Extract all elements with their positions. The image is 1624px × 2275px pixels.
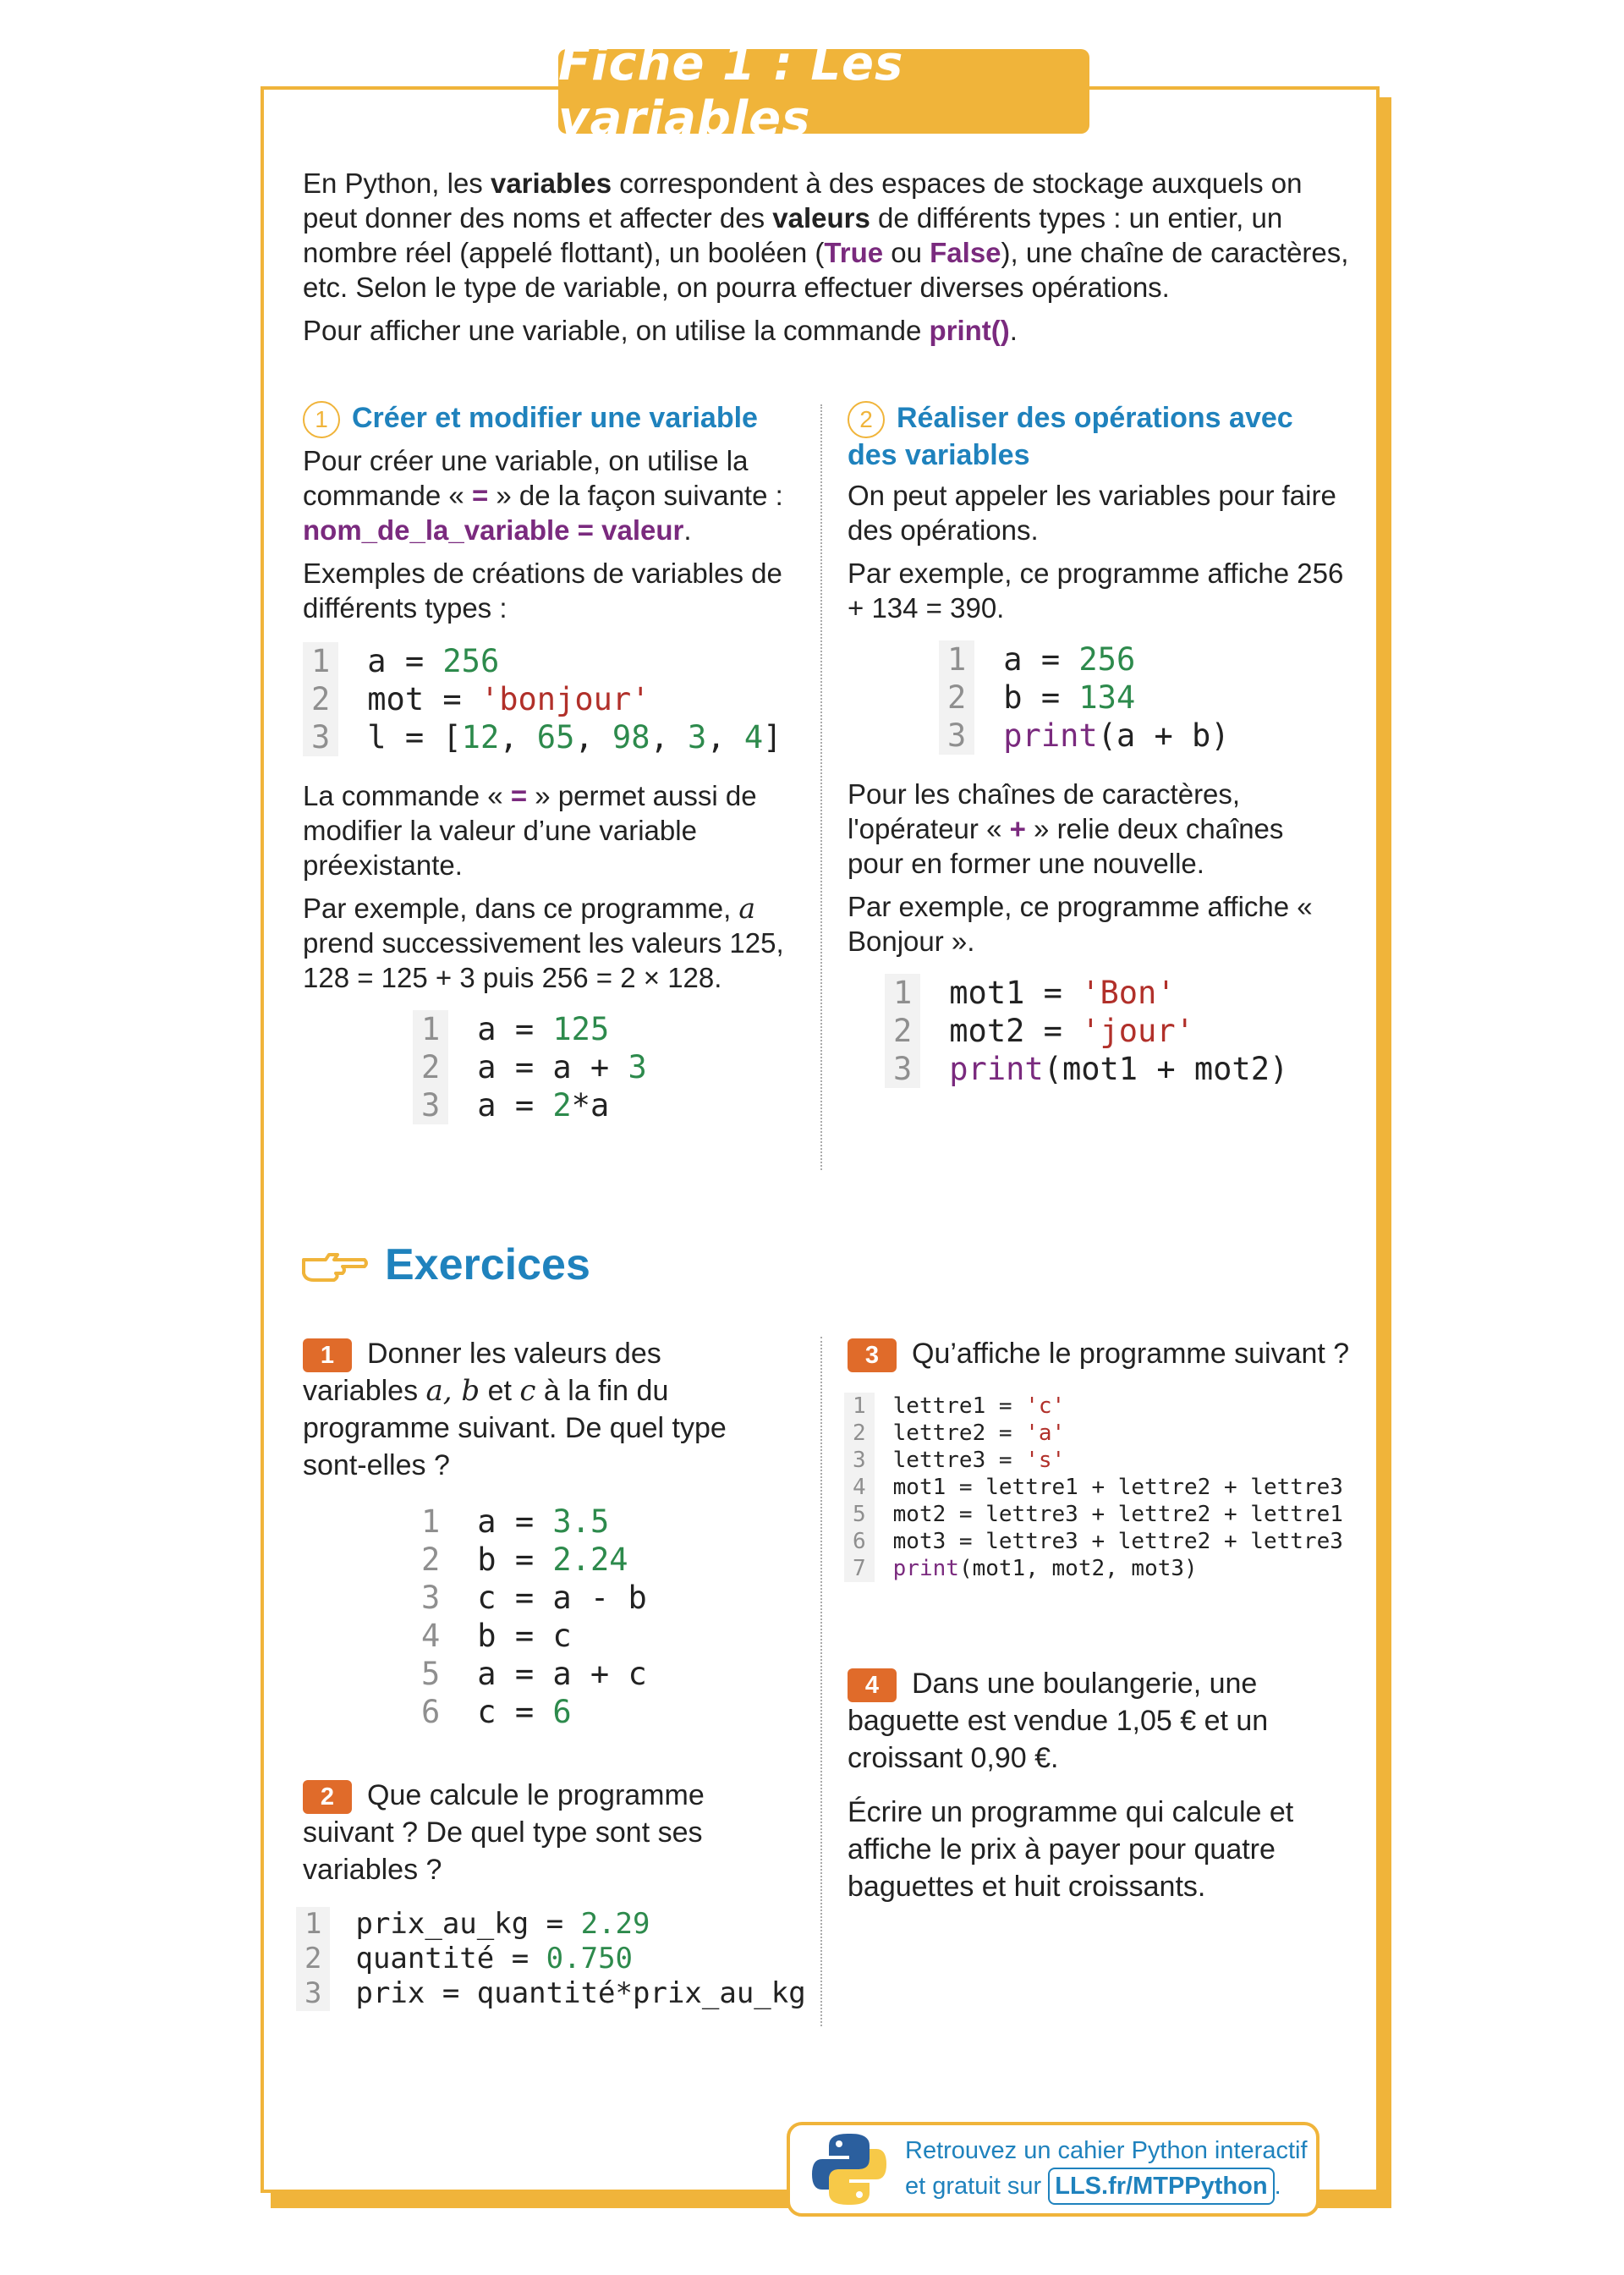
code-number: 3 bbox=[688, 719, 707, 756]
text: . bbox=[1274, 2173, 1281, 2200]
line-number: 1 bbox=[421, 1503, 441, 1541]
exercise-3 bbox=[848, 1335, 1355, 1582]
keyword-equals: = bbox=[471, 480, 489, 512]
code-text: (mot1, mot2, mot3) bbox=[958, 1556, 1198, 1582]
code-line bbox=[367, 680, 782, 718]
code-number: 256 bbox=[1078, 641, 1136, 679]
keyword-true: True bbox=[824, 237, 884, 268]
intro-text: ), une chaîne de caractères, etc. Selon le type de variable, on pourra effectuer diverses opérations. bbox=[303, 237, 1349, 303]
line-number: 3 bbox=[421, 1580, 441, 1617]
exercise-2-badge: 2 bbox=[303, 1780, 352, 1814]
code-number: 3 bbox=[628, 1049, 647, 1086]
text: et gratuit sur bbox=[905, 2173, 1049, 2200]
code-number: 2 bbox=[552, 1087, 572, 1124]
intro-text: correspondent à des espaces de stockage auxquels on peut donner des noms et affecter des bbox=[303, 168, 1303, 234]
exercise-3-badge: 3 bbox=[848, 1338, 897, 1372]
text: prend successivement les valeurs 125, 128 = 125 + 3 puis 256 = 2 × 128. bbox=[303, 927, 784, 994]
code-string: 'jour' bbox=[1081, 1013, 1194, 1050]
text: à la fin du programme suivant. De quel type sont-elles ? bbox=[303, 1375, 727, 1482]
intro-paragraph-2 bbox=[303, 313, 1352, 348]
code-line bbox=[367, 718, 782, 756]
text: La commande « bbox=[303, 780, 511, 812]
code-line bbox=[355, 1907, 805, 1942]
code-text: , bbox=[650, 719, 689, 756]
line-number: 1 bbox=[304, 1907, 322, 1942]
section-2 bbox=[848, 401, 1347, 1088]
exercise-3-statement bbox=[848, 1335, 1355, 1372]
footer-text bbox=[905, 2134, 1308, 2205]
code-text: lettre2 = bbox=[892, 1421, 1026, 1447]
line-number: 6 bbox=[421, 1694, 441, 1731]
code-lines bbox=[448, 1010, 647, 1124]
text: Qu’affiche le programme suivant ? bbox=[912, 1338, 1350, 1370]
code-function: print bbox=[949, 1051, 1044, 1088]
code-text: prix_au_kg = bbox=[355, 1907, 581, 1942]
code-text: (mot1 + mot2) bbox=[1043, 1051, 1289, 1088]
footer-line-1: Retrouvez un cahier Python interactif bbox=[905, 2137, 1308, 2164]
section-1-paragraph-1 bbox=[303, 443, 793, 547]
code-line bbox=[1003, 717, 1229, 755]
code-lines bbox=[330, 1907, 805, 2011]
keyword-print: print() bbox=[929, 315, 1010, 346]
code-number: 3.5 bbox=[552, 1503, 610, 1541]
line-number: 1 bbox=[947, 641, 967, 679]
code-text: lettre3 = bbox=[892, 1448, 1026, 1474]
intro bbox=[303, 166, 1352, 356]
line-number: 3 bbox=[853, 1448, 866, 1474]
code-number: 256 bbox=[442, 643, 500, 680]
section-1 bbox=[303, 401, 793, 1124]
line-numbers bbox=[296, 1907, 330, 2011]
code-string: 's' bbox=[1025, 1448, 1066, 1474]
text: » de la façon suivante : bbox=[488, 480, 783, 512]
code-line bbox=[893, 1447, 1343, 1474]
code-line bbox=[477, 1010, 647, 1048]
code-text: b = bbox=[1003, 679, 1079, 717]
section-2-number: 2 bbox=[848, 401, 885, 438]
code-text: mot = bbox=[367, 681, 480, 718]
code-text: a = bbox=[367, 643, 443, 680]
section-2-title bbox=[848, 401, 1347, 473]
code-line: b = c bbox=[477, 1618, 572, 1655]
math-variable: c bbox=[519, 1374, 536, 1409]
text: » permet aussi de modifier la valeur d’une variable préexistante. bbox=[303, 780, 757, 882]
code-line bbox=[477, 1086, 647, 1124]
code-line bbox=[1003, 640, 1229, 679]
code-text: lettre1 = bbox=[892, 1393, 1026, 1420]
text: Donner les valeurs des variables bbox=[303, 1338, 661, 1408]
code-block-modify bbox=[413, 1010, 793, 1124]
exercise-4 bbox=[848, 1665, 1347, 1917]
code-text: a = bbox=[477, 1087, 553, 1124]
code-text: a = bbox=[477, 1503, 553, 1541]
section-1-title-text: Créer et modifier une variable bbox=[352, 402, 758, 434]
line-number: 1 bbox=[421, 1011, 441, 1048]
code-line: a = a + c bbox=[477, 1656, 647, 1693]
exercise-4-task: Écrire un programme qui calcule et affiche le prix à payer pour quatre baguettes et huit croissants. bbox=[848, 1796, 1294, 1904]
line-numbers bbox=[413, 1503, 448, 1731]
code-text: mot1 = bbox=[949, 975, 1082, 1012]
code-number: 0.750 bbox=[546, 1942, 634, 1976]
line-number: 2 bbox=[421, 1541, 441, 1579]
code-line bbox=[477, 1541, 646, 1579]
code-text: a = bbox=[477, 1011, 553, 1048]
text: . bbox=[683, 514, 692, 547]
exercise-4-badge: 4 bbox=[848, 1668, 897, 1702]
code-text: mot2 = bbox=[949, 1013, 1082, 1050]
footer-line-2 bbox=[905, 2168, 1308, 2205]
intro-text: de différents types : un entier, un nombre réel (appelé flottant), un booléen ( bbox=[303, 202, 1283, 268]
line-number: 3 bbox=[893, 1051, 913, 1088]
line-number: 2 bbox=[304, 1942, 322, 1976]
intro-text: En Python, les bbox=[303, 168, 491, 199]
text: Par exemple, dans ce programme, bbox=[303, 893, 739, 925]
line-number: 4 bbox=[853, 1475, 866, 1501]
line-number: 3 bbox=[304, 1976, 322, 2011]
code-line bbox=[1003, 679, 1229, 717]
keyword-plus: + bbox=[1009, 813, 1026, 845]
exercises-title: Exercices bbox=[385, 1240, 590, 1289]
section-1-title bbox=[303, 401, 793, 438]
intro-keyword-valeurs: valeurs bbox=[772, 202, 870, 234]
code-number: 65 bbox=[536, 719, 575, 756]
code-line bbox=[477, 1048, 647, 1086]
footer-box bbox=[787, 2122, 1320, 2217]
code-line: mot3 = lettre3 + lettre2 + lettre3 bbox=[892, 1529, 1343, 1555]
math-variable: a bbox=[738, 892, 756, 926]
code-block-operations bbox=[939, 640, 1347, 755]
line-number: 4 bbox=[421, 1618, 441, 1655]
line-number: 2 bbox=[421, 1049, 441, 1086]
line-number: 1 bbox=[893, 975, 913, 1012]
code-line bbox=[949, 974, 1288, 1012]
section-2-paragraph-2: Par exemple, ce programme affiche 256 + 134 = 390. bbox=[848, 558, 1344, 624]
code-string: 'Bon' bbox=[1081, 975, 1176, 1012]
code-string: 'bonjour' bbox=[480, 681, 650, 718]
line-number: 6 bbox=[853, 1529, 866, 1555]
assignment-syntax: nom_de_la_variable = valeur bbox=[303, 514, 684, 547]
code-lines bbox=[875, 1393, 1343, 1582]
intro-text: ou bbox=[883, 237, 930, 268]
line-number: 3 bbox=[311, 719, 331, 756]
section-1-number: 1 bbox=[303, 401, 340, 438]
line-numbers bbox=[939, 640, 974, 755]
code-number: 2.29 bbox=[580, 1907, 650, 1942]
code-line bbox=[949, 1012, 1288, 1050]
exercise-1 bbox=[303, 1335, 776, 1731]
code-line bbox=[949, 1050, 1288, 1088]
code-block-concat bbox=[885, 974, 1347, 1088]
footer-link[interactable]: LLS.fr/MTPPython bbox=[1048, 2168, 1274, 2205]
code-line: c = a - b bbox=[477, 1580, 647, 1617]
python-logo-icon bbox=[809, 2129, 890, 2210]
line-number: 5 bbox=[853, 1502, 866, 1528]
line-number: 3 bbox=[421, 1087, 441, 1124]
text: Que calcule le programme suivant ? De quel type sont ses variables ? bbox=[303, 1779, 705, 1887]
line-number: 2 bbox=[893, 1013, 913, 1050]
code-text: a = a + bbox=[477, 1049, 628, 1086]
code-text: , bbox=[574, 719, 612, 756]
code-string: 'c' bbox=[1025, 1393, 1066, 1420]
code-number: 6 bbox=[552, 1694, 572, 1731]
section-2-paragraph-4: Par exemple, ce programme affiche « Bonjour ». bbox=[848, 891, 1313, 958]
code-line bbox=[893, 1555, 1343, 1582]
column-divider bbox=[820, 1337, 822, 2026]
line-numbers bbox=[303, 642, 338, 756]
code-text: ] bbox=[763, 719, 782, 756]
code-block-exercise-2 bbox=[296, 1907, 806, 2011]
code-text: c = bbox=[477, 1694, 553, 1731]
code-text: , bbox=[706, 719, 744, 756]
code-number: 2.24 bbox=[552, 1541, 628, 1579]
text: Dans une boulangerie, une baguette est vendue 1,05 € et un croissant 0,90 €. bbox=[848, 1668, 1269, 1775]
code-lines bbox=[920, 974, 1288, 1088]
code-text: l = [ bbox=[367, 719, 462, 756]
line-number: 7 bbox=[853, 1556, 866, 1582]
code-number: 98 bbox=[612, 719, 650, 756]
code-lines bbox=[448, 1503, 646, 1731]
line-number: 3 bbox=[947, 717, 967, 755]
code-function: print bbox=[1003, 717, 1098, 755]
line-number: 2 bbox=[947, 679, 967, 717]
line-numbers bbox=[885, 974, 920, 1088]
intro-paragraph-1 bbox=[303, 166, 1352, 305]
math-variable: a, b bbox=[425, 1374, 480, 1409]
pointing-hand-icon bbox=[300, 1245, 370, 1285]
line-number: 1 bbox=[311, 643, 331, 680]
section-1-paragraph-3 bbox=[303, 778, 793, 882]
code-line bbox=[355, 1942, 805, 1976]
code-text: b = bbox=[477, 1541, 553, 1579]
code-line bbox=[477, 1693, 646, 1731]
line-number: 2 bbox=[853, 1421, 866, 1447]
section-1-paragraph-4 bbox=[303, 891, 793, 995]
code-text: a = bbox=[1003, 641, 1079, 679]
intro-keyword-variables: variables bbox=[490, 168, 612, 199]
section-2-title-text: Réaliser des opérations avec des variables bbox=[848, 402, 1293, 472]
text: et bbox=[480, 1375, 520, 1408]
line-number: 5 bbox=[421, 1656, 441, 1693]
exercise-1-badge: 1 bbox=[303, 1338, 352, 1372]
text: » relie deux chaînes pour en former une nouvelle. bbox=[848, 813, 1284, 880]
code-function: print bbox=[892, 1556, 959, 1582]
code-line: prix = quantité*prix_au_kg bbox=[355, 1976, 806, 2011]
line-number: 2 bbox=[311, 681, 331, 718]
section-2-paragraph-3 bbox=[848, 777, 1347, 881]
code-block-create bbox=[303, 642, 793, 756]
code-line: mot2 = lettre3 + lettre2 + lettre1 bbox=[892, 1502, 1343, 1528]
code-text: (a + b) bbox=[1097, 717, 1230, 755]
code-line bbox=[893, 1393, 1343, 1420]
line-numbers bbox=[844, 1393, 875, 1582]
code-lines bbox=[338, 642, 782, 756]
page-title: Fiche 1 : Les variables bbox=[558, 36, 904, 146]
line-numbers bbox=[413, 1010, 448, 1124]
section-1-paragraph-2: Exemples de créations de variables de différents types : bbox=[303, 558, 782, 624]
code-line bbox=[893, 1420, 1343, 1447]
section-2-paragraph-1: On peut appeler les variables pour faire des opérations. bbox=[848, 480, 1336, 547]
keyword-false: False bbox=[930, 237, 1001, 268]
intro-text: Pour afficher une variable, on utilise la commande bbox=[303, 315, 930, 346]
code-block-exercise-1 bbox=[413, 1503, 776, 1731]
code-line bbox=[477, 1503, 646, 1541]
line-number: 1 bbox=[853, 1393, 866, 1420]
exercise-2 bbox=[303, 1777, 806, 2011]
code-line bbox=[367, 642, 782, 680]
text: Pour les chaînes de caractères, l'opérateur « bbox=[848, 778, 1241, 845]
exercise-2-statement bbox=[303, 1777, 776, 1888]
title-banner bbox=[558, 36, 1089, 146]
code-text: *a bbox=[571, 1087, 610, 1124]
exercise-1-statement bbox=[303, 1335, 776, 1484]
code-lines bbox=[974, 640, 1229, 755]
code-line: mot1 = lettre1 + lettre2 + lettre3 bbox=[892, 1475, 1343, 1501]
exercises-heading bbox=[300, 1239, 590, 1290]
code-number: 134 bbox=[1078, 679, 1136, 717]
code-string: 'a' bbox=[1025, 1421, 1066, 1447]
code-block-exercise-3 bbox=[844, 1393, 1355, 1582]
code-number: 12 bbox=[461, 719, 500, 756]
intro-text: . bbox=[1009, 315, 1018, 346]
keyword-equals: = bbox=[510, 780, 528, 812]
code-number: 4 bbox=[743, 719, 764, 756]
code-text: , bbox=[499, 719, 537, 756]
text: Pour créer une variable, on utilise la commande « bbox=[303, 445, 749, 512]
code-text: quantité = bbox=[355, 1942, 546, 1976]
code-number: 125 bbox=[552, 1011, 610, 1048]
column-divider bbox=[820, 404, 822, 1170]
exercise-4-statement bbox=[848, 1665, 1347, 1777]
